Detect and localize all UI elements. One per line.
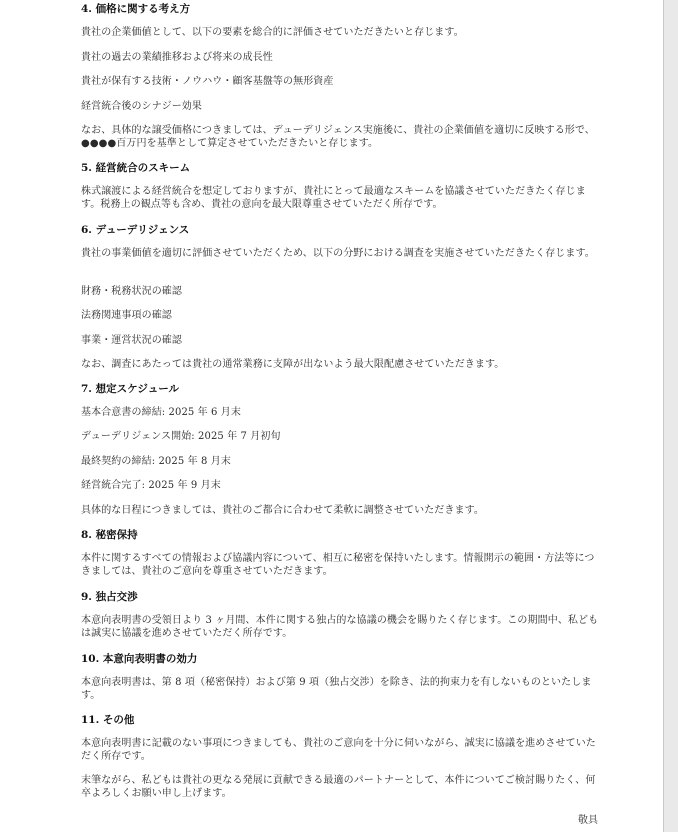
closing-salutation: 敬具	[578, 815, 598, 826]
schedule-item: デューデリジェンス開始: 2025 年 7 月初旬	[81, 431, 281, 442]
schedule-item: 最終契約の締結: 2025 年 8 月末	[81, 456, 231, 467]
section-heading-effect: 10. 本意向表明書の効力	[81, 653, 198, 665]
viewer-background-edge	[664, 0, 678, 832]
list-item: 経営統合後のシナジー効果	[81, 101, 202, 112]
section-heading-scheme: 5. 経営統合のスキーム	[81, 162, 191, 174]
paragraph: 本意向表明書の受領日より 3 ヶ月間、本件に関する独占的な協議の機会を賜りたく存じます。この期間中、私どもは誠実に協議を進めさせていただく所存です。	[81, 615, 599, 639]
section-heading-exclusivity: 9. 独占交渉	[81, 591, 138, 603]
section-heading-other: 11. その他	[81, 714, 135, 726]
list-item: 事業・運営状況の確認	[81, 335, 182, 346]
paragraph: なお、具体的な譲受価格につきましては、デューデリジェンス実施後に、貴社の企業価値を適切に反映する形で、●●●●百万円を基準として算定させていただきたいと存じます。	[81, 125, 595, 149]
list-item: 貴社の過去の業績推移および将来の成長性	[81, 52, 273, 63]
section-heading-due-diligence: 6. デューデリジェンス	[81, 224, 190, 236]
paragraph: 本件に関するすべての情報および協議内容について、相互に秘密を保持いたします。情報開示の範囲・方法等につきましては、貴社のご意向を尊重させていただきます。	[81, 553, 595, 577]
section-heading-schedule: 7. 想定スケジュール	[81, 383, 179, 395]
paragraph: 本意向表明書に記載のない事項につきましても、貴社のご意向を十分に伺いながら、誠実に協議を進めさせていただく所存です。	[81, 738, 596, 762]
list-item: 財務・税務状況の確認	[81, 286, 182, 297]
paragraph: なお、調査にあたっては貴社の通常業務に支障が出ないよう最大限配慮させていただきます。	[81, 359, 505, 370]
paragraph: 具体的な日程につきましては、貴社のご都合に合わせて柔軟に調整させていただきます。	[81, 505, 484, 516]
list-item: 法務関連事項の確認	[81, 310, 172, 321]
paragraph: 本意向表明書は、第 8 項（秘密保持）および第 9 項（独占交渉）を除き、法的拘束力を有しないものといたします。	[81, 677, 592, 701]
paragraph: 株式譲渡による経営統合を想定しておりますが、貴社にとって最適なスキームを協議させていただきたく存じます。税務上の観点等も含め、貴社の意向を最大限尊重させていただく所存です。	[81, 186, 586, 210]
schedule-item: 経営統合完了: 2025 年 9 月末	[81, 480, 221, 491]
schedule-item: 基本合意書の締結: 2025 年 6 月末	[81, 407, 241, 418]
list-item: 貴社が保有する技術・ノウハウ・顧客基盤等の無形資産	[81, 76, 334, 87]
paragraph: 貴社の事業価値を適切に評価させていただくため、以下の分野における調査を実施させていただきたく存じます。	[81, 248, 595, 259]
paragraph: 貴社の企業価値として、以下の要素を総合的に評価させていただきたいと存じます。	[81, 27, 464, 38]
section-heading-confidentiality: 8. 秘密保持	[81, 529, 138, 541]
paragraph: 末筆ながら、私どもは貴社の更なる発展に貢献できる最適のパートナーとして、本件についてご検討賜りたく、何卒よろしくお願い申し上げます。	[81, 775, 596, 799]
section-heading-price: 4. 価格に関する考え方	[81, 3, 191, 15]
